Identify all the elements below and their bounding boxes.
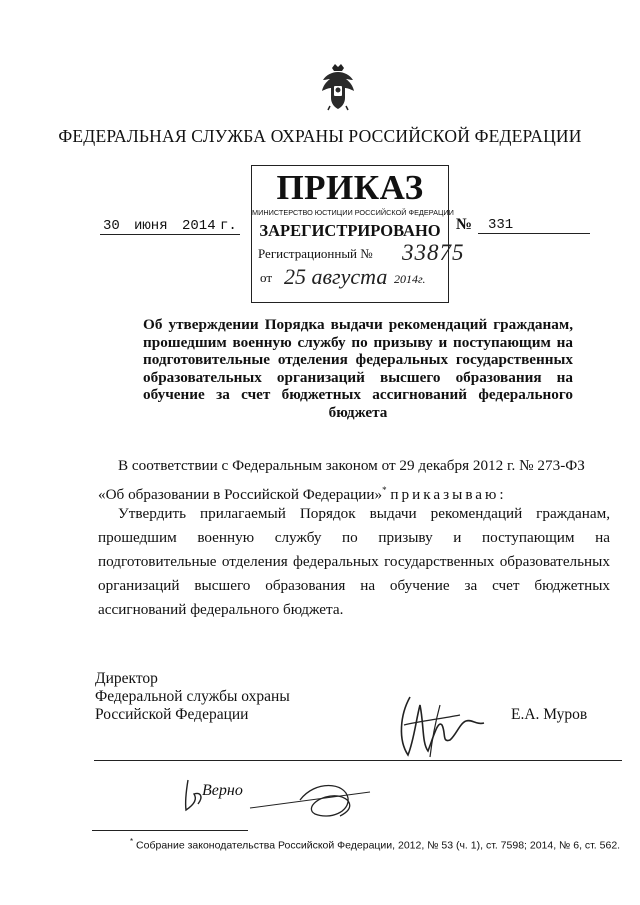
footnote-mark: *	[130, 837, 134, 846]
signer-title-line1: Директор	[95, 670, 158, 687]
registration-stamp	[251, 165, 465, 303]
stamp-date-year: 2014г.	[394, 272, 426, 286]
footnote-text: Собрание законодательства Российской Федерации, 2012, № 53 (ч. 1), ст. 7598; 2014, № 6, ст. 562.	[136, 839, 621, 852]
verified-mark	[180, 770, 380, 825]
order-number-value: 331	[488, 217, 514, 233]
order-date-day: 30	[103, 218, 120, 234]
order-date-suffix: г.	[220, 218, 237, 234]
order-date-year: 2014	[182, 218, 216, 234]
number-underline	[478, 233, 590, 234]
order-date-month: июня	[134, 218, 168, 234]
document-title: Об утверждении Порядка выдачи рекомендаций гражданам, прошедшим военную службу по призыву и поступающим на подготовительные отделения федеральных государственных образовательных организаций высшего образования на обучение за счет бюджетных ассигнований федерального бюджета	[143, 316, 573, 421]
signer-title-line2: Федеральной службы охраны	[95, 688, 290, 705]
separator-line	[94, 760, 622, 761]
stamp-date-prefix: от	[260, 270, 273, 285]
stamp-date-handwritten: 25 августа	[284, 264, 388, 289]
order-paragraph	[98, 502, 610, 622]
order-text: Утвердить прилагаемый Порядок выдачи рекомендаций гражданам, прошедшим военную службу по призыву и поступающим на подготовительные отделения федеральных государственных образовательных организаций высшего образования на обучение за счет бюджетных ассигнований федерального бюджета.	[98, 505, 610, 618]
signer-title-line3: Российской Федерации	[95, 706, 249, 723]
verified-mark-text: Верно	[202, 782, 243, 799]
signer-block	[95, 670, 290, 724]
preamble-paragraph	[98, 454, 610, 507]
stamp-reg-number: 33875	[402, 240, 465, 265]
coat-of-arms-icon	[318, 62, 358, 112]
agency-name: ФЕДЕРАЛЬНАЯ СЛУЖБА ОХРАНЫ РОССИЙСКОЙ ФЕДЕРАЦИИ	[58, 126, 582, 146]
order-word: приказываю:	[390, 486, 507, 504]
preamble-text: В соответствии с Федеральным законом от 29 декабря 2012 г. № 273-ФЗ «Об образовании в Российской Федерации»	[98, 457, 585, 504]
stamp-heading: ПРИКАЗ	[276, 168, 424, 207]
stamp-ministry: МИНИСТЕРСТВО ЮСТИЦИИ РОССИЙСКОЙ ФЕДЕРАЦИИ	[252, 208, 454, 217]
stamp-registered: ЗАРЕГИСТРИРОВАНО	[259, 221, 441, 240]
signer-name: Е.А. Муров	[511, 706, 588, 723]
handwritten-signature	[380, 685, 490, 765]
footnote	[130, 837, 620, 852]
date-underline	[100, 234, 240, 235]
footnote-separator	[92, 830, 248, 831]
stamp-reg-label: Регистрационный №	[258, 246, 373, 261]
order-number-sign: №	[456, 216, 473, 233]
footnote-reference: *	[382, 485, 387, 495]
